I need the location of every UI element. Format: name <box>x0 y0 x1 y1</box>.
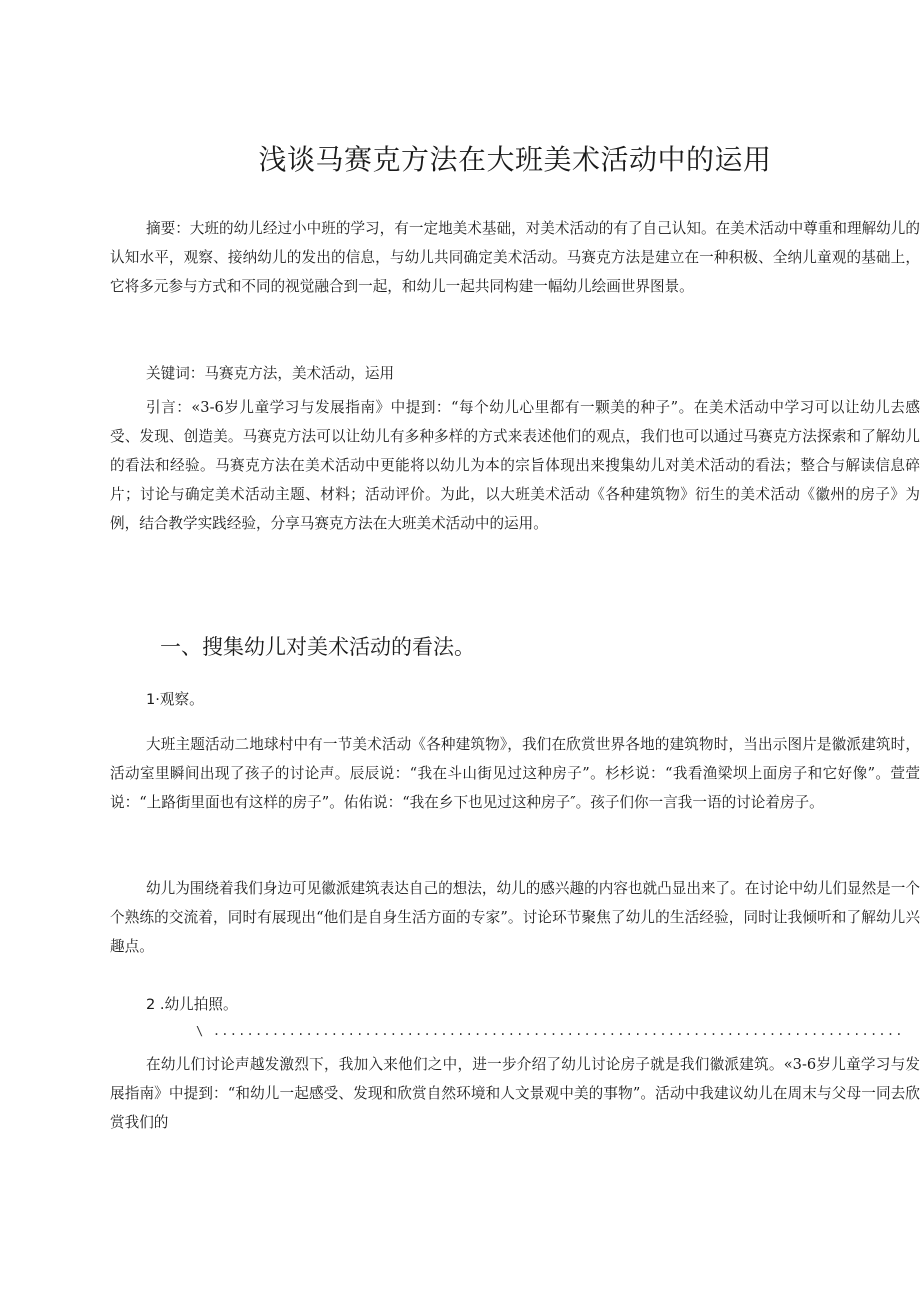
subsection-title-photo: 2 .幼儿拍照。 <box>146 996 238 1013</box>
observation-paragraph: 大班主题活动二地球村中有一节美术活动《各种建筑物》，我们在欣赏世界各地的建筑物时，当出示图片是徽派建筑时，活动室里瞬间出现了孩子的讨论声。辰辰说：“我在斗山街见过这种房子”。杉杉说：“我看渔梁坝上面房子和它好像”。萱萱说：“上路街里面也有这样的房子”。佑佑说：“我在乡下也见过这种房子″。孩子们你一言我一语的讨论着房子。 <box>110 736 920 811</box>
introduction-paragraph: 引言：«3-6岁儿童学习与发展指南》中提到：“每个幼儿心里都有一颗美的种子”。在美术活动中学习可以让幼儿去感受、发现、创造美。马赛克方法可以让幼儿有多种多样的方式来表述他们的观点，我们也可以通过马赛克方法探索和了解幼儿的看法和经验。马赛克方法在美术活动中更能将以幼儿为本的宗旨体现出来搜集幼儿对美术活动的看法；整合与解读信息碎片；讨论与确定美术活动主题、材料；活动评价。为此，以大班美术活动《各种建筑物》衍生的美术活动《徽州的房子》为例，结合教学实践经验，分享马赛克方法在大班美术活动中的运用。 <box>110 399 920 532</box>
section-heading-1: 一、搜集幼儿对美术活动的看法。 <box>160 635 475 659</box>
keywords-line: 关键词：马赛克方法，美术活动，运用 <box>146 365 395 382</box>
interest-paragraph: 幼儿为围绕着我们身边可见徽派建筑表达自己的想法，幼儿的感兴趣的内容也就凸显出来了。在讨论中幼儿们显然是一个个熟练的交流着，同时有展现出“他们是自身生活方面的专家”。讨论环节聚焦了幼儿的生活经验，同时让我倾听和了解幼儿兴趣点。 <box>110 880 920 955</box>
dot-leader-line: \ .................................................................................. <box>196 1024 904 1038</box>
abstract-paragraph: 摘要：大班的幼儿经过小中班的学习，有一定地美术基础，对美术活动的有了自己认知。在美术活动中尊重和理解幼儿的认知水平，观察、接纳幼儿的发出的信息，与幼儿共同确定美术活动。马赛克方法是建立在一种积极、全纳儿童观的基础上，它将多元参与方式和不同的视觉融合到一起，和幼儿一起共同构建一幅幼儿绘画世界图景。 <box>110 220 920 295</box>
subsection-title-observe: 1·观察。 <box>146 691 204 708</box>
photo-paragraph: 在幼儿们讨论声越发激烈下，我加入来他们之中，进一步介绍了幼儿讨论房子就是我们徽派建筑。«3-6岁儿童学习与发展指南》中提到：“和幼儿一起感受、发现和欣赏自然环境和人文景观中美的事物”。活动中我建议幼儿在周末与父母一同去欣赏我们的 <box>110 1056 920 1131</box>
document-title: 浅谈马赛克方法在大班美术活动中的运用 <box>258 143 772 176</box>
